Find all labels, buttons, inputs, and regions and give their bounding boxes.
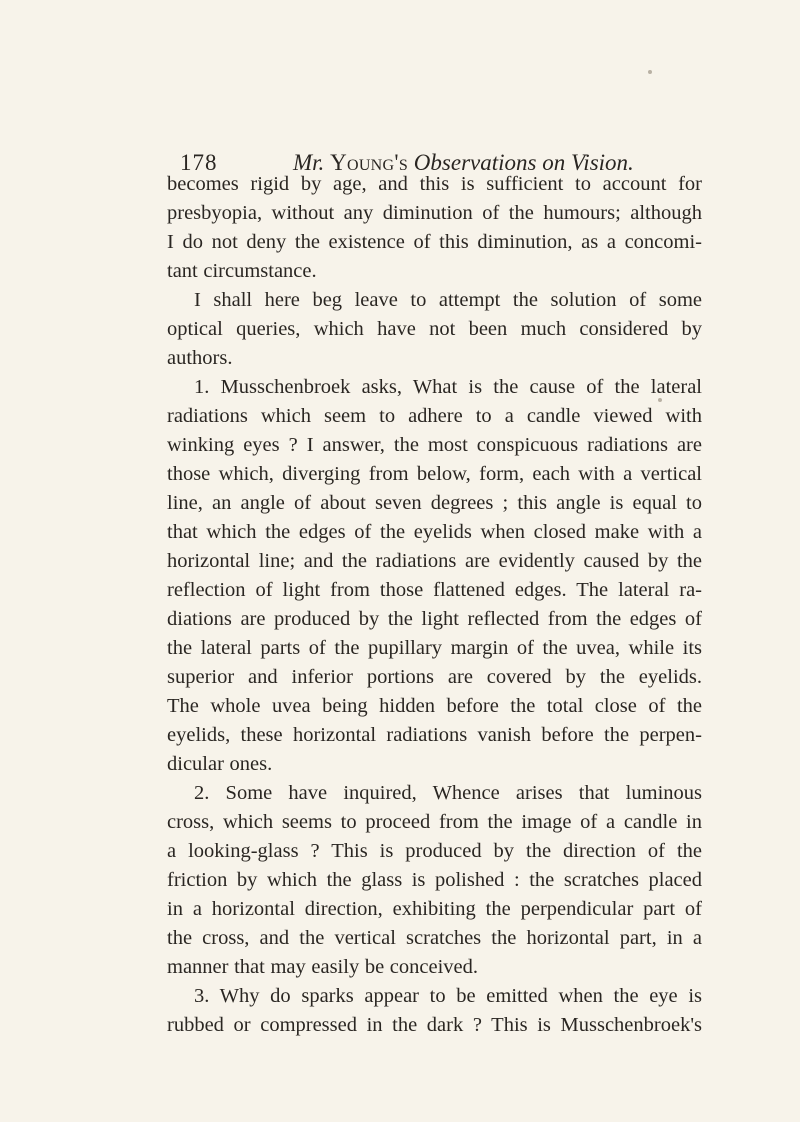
text-line: manner that may easily be conceived. bbox=[167, 956, 479, 978]
text-line: dicular ones. bbox=[167, 753, 273, 775]
text-line: authors. bbox=[167, 347, 233, 369]
text-line: optical queries, which have not been much considered by bbox=[167, 318, 702, 340]
work-title: Observations on Vision. bbox=[413, 150, 634, 175]
text-line: cross, which seems to proceed from the image of a candle in bbox=[167, 811, 702, 833]
text-line: becomes rigid by age, and this is sufficient to account for bbox=[167, 173, 702, 195]
page-number: 178 bbox=[180, 150, 218, 175]
text-line: winking eyes ? I answer, the most conspicuous radiations are bbox=[167, 434, 702, 456]
text-line: rubbed or compressed in the dark ? This is Musschenbroek's bbox=[167, 1014, 702, 1036]
text-line: that which the edges of the eyelids when closed make with a bbox=[167, 521, 702, 543]
author-name: Young's bbox=[330, 150, 409, 175]
text-line: in a horizontal direction, exhibiting the perpendicular part of bbox=[167, 898, 702, 920]
text-line: tant circumstance. bbox=[167, 260, 317, 282]
text-line: The whole uvea being hidden before the total close of the bbox=[167, 695, 702, 717]
text-line: friction by which the glass is polished : the scratches placed bbox=[167, 869, 702, 891]
text-line: superior and inferior portions are covered by the eyelids. bbox=[167, 666, 702, 688]
text-line: presbyopia, without any diminution of the humours; although bbox=[167, 202, 702, 224]
text-line: reflection of light from those flattened edges. The lateral ra- bbox=[167, 579, 702, 601]
paper-speck bbox=[648, 70, 652, 74]
text-line: the cross, and the vertical scratches the horizontal part, in a bbox=[167, 927, 702, 949]
text-line: I do not deny the existence of this diminution, as a concomi- bbox=[167, 231, 702, 253]
text-line: the lateral parts of the pupillary margin of the uvea, while its bbox=[167, 637, 702, 659]
text-line: 2. Some have inquired, Whence arises that luminous bbox=[194, 782, 702, 804]
text-line: eyelids, these horizontal radiations vanish before the perpen- bbox=[167, 724, 702, 746]
text-line: diations are produced by the light reflected from the edges of bbox=[167, 608, 702, 630]
text-line: 1. Musschenbroek asks, What is the cause of the lateral bbox=[194, 376, 702, 398]
paper-speck bbox=[658, 398, 662, 402]
text-line: line, an angle of about seven degrees ; this angle is equal to bbox=[167, 492, 702, 514]
text-line: those which, diverging from below, form, each with a vertical bbox=[167, 463, 702, 485]
text-line: I shall here beg leave to attempt the solution of some bbox=[194, 289, 702, 311]
text-line: a looking-glass ? This is produced by the direction of the bbox=[167, 840, 702, 862]
text-line: 3. Why do sparks appear to be emitted when the eye is bbox=[194, 985, 702, 1007]
text-line: radiations which seem to adhere to a candle viewed with bbox=[167, 405, 702, 427]
author-prefix: Mr. bbox=[293, 150, 325, 175]
body-text bbox=[167, 170, 702, 1040]
text-line: horizontal line; and the radiations are evidently caused by the bbox=[167, 550, 702, 572]
